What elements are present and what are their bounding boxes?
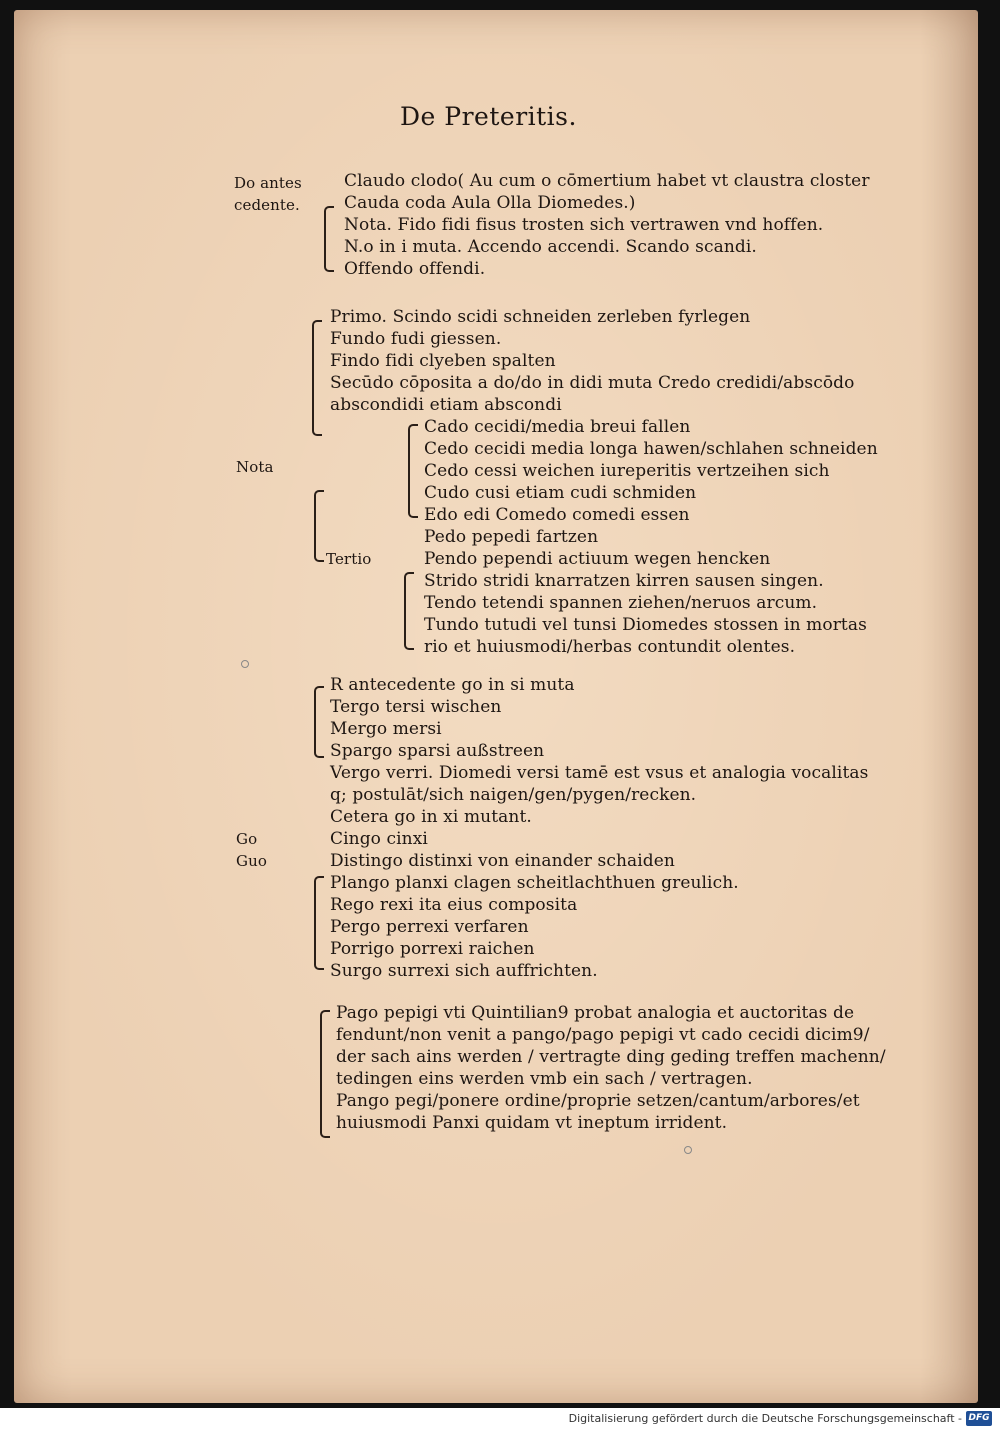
text-line: N.o in i muta. Accendo accendi. Scando scandi. — [344, 237, 757, 257]
side-label-line-1: Do antes — [234, 174, 302, 192]
text-line: Findo fidi clyeben spalten — [330, 351, 556, 371]
text-line: R antecedente go in si muta — [330, 675, 575, 695]
text-line: Edo edi Comedo comedi essen — [424, 505, 690, 525]
text-line: Vergo verri. Diomedi versi tamē est vsus et analogia vocalitas — [330, 763, 869, 783]
paper-mark — [684, 1146, 692, 1154]
text-line: Tendo tetendi spannen ziehen/neruos arcum. — [424, 593, 818, 613]
bracket — [324, 206, 334, 272]
bracket — [408, 424, 418, 518]
bracket — [312, 320, 322, 436]
text-line: Offendo offendi. — [344, 259, 486, 279]
text-line: Secūdo cōposita a do/do in didi muta Credo credidi/abscōdo — [330, 373, 855, 393]
text-line: Cauda coda Aula Olla Diomedes.) — [344, 193, 636, 213]
text-line: Primo. Scindo scidi schneiden zerleben fyrlegen — [330, 307, 751, 327]
text-line: abscondidi etiam abscondi — [330, 395, 562, 415]
text-line: Pedo pepedi fartzen — [424, 527, 599, 547]
bracket — [314, 686, 324, 758]
text-line: Distingo distinxi von einander schaiden — [330, 851, 675, 871]
side-label-nota: Nota — [236, 458, 274, 476]
text-line: Plango planxi clagen scheitlachthuen greulich. — [330, 873, 739, 893]
text-line: Cedo cecidi media longa hawen/schlahen schneiden — [424, 439, 878, 459]
text-line: fendunt/non venit a pango/pago pepigi vt cado cecidi dicim9/ — [336, 1025, 870, 1045]
text-line: huiusmodi Panxi quidam vt ineptum irrident. — [336, 1113, 728, 1133]
dfg-logo-icon[interactable]: DFG — [966, 1411, 992, 1426]
bracket — [314, 876, 324, 970]
text-line: Porrigo porrexi raichen — [330, 939, 535, 959]
text-line: Cedo cessi weichen iureperitis vertzeihen sich — [424, 461, 830, 481]
text-line: Spargo sparsi außstreen — [330, 741, 545, 761]
text-line: Mergo mersi — [330, 719, 442, 739]
text-line: Claudo clodo( Au cum o cōmertium habet vt claustra closter — [344, 171, 870, 191]
paper-mark — [241, 660, 249, 668]
side-label-go: Go — [236, 830, 258, 848]
bracket — [404, 572, 414, 650]
text-line: Surgo surrexi sich auffrichten. — [330, 961, 598, 981]
text-line: tedingen eins werden vmb ein sach / vertragen. — [336, 1069, 753, 1089]
text-line: Tergo tersi wischen — [330, 697, 502, 717]
text-line: Pergo perrexi verfaren — [330, 917, 529, 937]
text-line: Nota. Fido fidi fisus trosten sich vertrawen vnd hoffen. — [344, 215, 824, 235]
page-title: De Preteritis. — [400, 102, 577, 131]
text-line: Pago pepigi vti Quintilian9 probat analogia et auctoritas de — [336, 1003, 855, 1023]
text-line: q; postulāt/sich naigen/gen/pygen/recken. — [330, 785, 697, 805]
side-label-guo: Guo — [236, 852, 267, 870]
text-line: rio et huiusmodi/herbas contundit olentes. — [424, 637, 796, 657]
tertio-label: Tertio — [326, 550, 372, 568]
book-page — [14, 10, 978, 1403]
text-line: Tundo tutudi vel tunsi Diomedes stossen in mortas — [424, 615, 867, 635]
text-line: Cudo cusi etiam cudi schmiden — [424, 483, 697, 503]
side-label-line-2: cedente. — [234, 196, 300, 214]
bracket — [314, 490, 324, 562]
text-line: Cado cecidi/media breui fallen — [424, 417, 691, 437]
footer — [0, 1408, 1000, 1431]
text-line: Pango pegi/ponere ordine/proprie setzen/cantum/arbores/et — [336, 1091, 860, 1111]
text-line: der sach ains werden / vertragte ding geding treffen machenn/ — [336, 1047, 886, 1067]
funding-credit: Digitalisierung gefördert durch die Deutsche Forschungsgemeinschaft - — [568, 1412, 962, 1425]
text-line: Cetera go in xi mutant. — [330, 807, 532, 827]
text-line: Cingo cinxi — [330, 829, 428, 849]
text-line: Pendo pependi actiuum wegen hencken — [424, 549, 771, 569]
text-line: Fundo fudi giessen. — [330, 329, 502, 349]
text-line: Strido stridi knarratzen kirren sausen singen. — [424, 571, 824, 591]
text-line: Rego rexi ita eius composita — [330, 895, 578, 915]
bracket — [320, 1010, 330, 1138]
